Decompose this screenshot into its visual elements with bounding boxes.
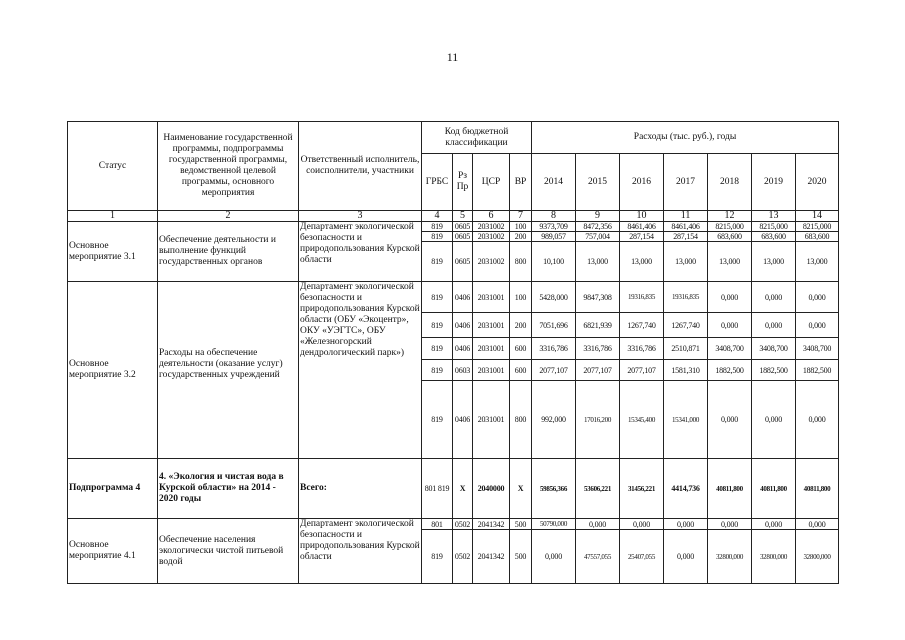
value-cell: 0,000 <box>532 530 576 584</box>
rz-cell: 0605 <box>453 222 473 232</box>
grbs-cell: 819 <box>422 232 453 242</box>
value-cell: 13,000 <box>576 242 620 282</box>
value-cell: 3408,700 <box>708 338 752 360</box>
column-number: 7 <box>510 211 532 222</box>
group-responsible: Департамент экологической безопасности и природопользования Курской области (ОБУ «Экоцентр», ОКУ «УЭГТС», ОБУ «Железногорский дендрологический парк») <box>299 282 422 459</box>
header-budget-code: Код бюджетной классификации <box>422 122 532 154</box>
value-cell: 287,154 <box>664 232 708 242</box>
group-name: Обеспечение населения экологически чистой питьевой водой <box>158 519 299 584</box>
table-row <box>68 222 839 232</box>
value-cell: 683,600 <box>752 232 796 242</box>
vr-cell: X <box>510 459 532 519</box>
value-cell: 0,000 <box>664 519 708 530</box>
rz-cell: 0603 <box>453 360 473 381</box>
vr-cell: 600 <box>510 360 532 381</box>
value-cell: 287,154 <box>620 232 664 242</box>
value-cell: 15341,000 <box>664 381 708 459</box>
grbs-cell: 819 <box>422 381 453 459</box>
value-cell: 9847,308 <box>576 282 620 313</box>
value-cell: 1882,500 <box>708 360 752 381</box>
header-csr: ЦСР <box>473 154 510 211</box>
group-responsible: Департамент экологической безопасности и природопользования Курской области <box>299 222 422 282</box>
column-number: 1 <box>68 211 158 222</box>
value-cell: 0,000 <box>664 530 708 584</box>
vr-cell: 500 <box>510 519 532 530</box>
value-cell: 47557,055 <box>576 530 620 584</box>
value-cell: 1882,500 <box>752 360 796 381</box>
vr-cell: 500 <box>510 530 532 584</box>
table-row <box>68 282 839 313</box>
group-responsible: Всего: <box>299 459 422 519</box>
csr-cell: 2031002 <box>473 222 510 232</box>
grbs-cell: 819 <box>422 360 453 381</box>
header-pr: Пр <box>456 182 469 192</box>
value-cell: 3408,700 <box>796 338 839 360</box>
column-numbers-row <box>68 211 839 222</box>
value-cell: 32800,000 <box>796 530 839 584</box>
value-cell: 40811,800 <box>708 459 752 519</box>
value-cell: 6821,939 <box>576 313 620 338</box>
rz-cell: 0502 <box>453 530 473 584</box>
value-cell: 683,600 <box>796 232 839 242</box>
csr-cell: 2031002 <box>473 232 510 242</box>
budget-table <box>67 121 839 584</box>
grbs-cell: 819 <box>422 530 453 584</box>
value-cell: 4414,736 <box>664 459 708 519</box>
value-cell: 0,000 <box>752 282 796 313</box>
grbs-cell: 819 <box>422 242 453 282</box>
group-status: Основное мероприятие 3.1 <box>68 222 158 282</box>
vr-cell: 800 <box>510 242 532 282</box>
value-cell: 7051,696 <box>532 313 576 338</box>
value-cell: 31456,221 <box>620 459 664 519</box>
vr-cell: 600 <box>510 338 532 360</box>
vr-cell: 200 <box>510 232 532 242</box>
value-cell: 0,000 <box>708 282 752 313</box>
column-number: 14 <box>796 211 839 222</box>
value-cell: 53606,221 <box>576 459 620 519</box>
value-cell: 10,100 <box>532 242 576 282</box>
vr-cell: 200 <box>510 313 532 338</box>
value-cell: 2077,107 <box>532 360 576 381</box>
header-name: Наименование государственной программы, подпрограммы государственной программы, ведомственной целевой программы, основного мероприятия <box>158 122 299 211</box>
rz-cell: X <box>453 459 473 519</box>
value-cell: 0,000 <box>796 313 839 338</box>
column-number: 13 <box>752 211 796 222</box>
rz-cell: 0406 <box>453 338 473 360</box>
csr-cell: 2041342 <box>473 519 510 530</box>
value-cell: 3408,700 <box>752 338 796 360</box>
value-cell: 2077,107 <box>576 360 620 381</box>
value-cell: 3316,786 <box>576 338 620 360</box>
value-cell: 1581,310 <box>664 360 708 381</box>
value-cell: 32800,000 <box>752 530 796 584</box>
group-name: Расходы на обеспечение деятельности (оказание услуг) государственных учреждений <box>158 282 299 459</box>
grbs-cell: 819 <box>422 313 453 338</box>
value-cell: 0,000 <box>708 381 752 459</box>
column-number: 12 <box>708 211 752 222</box>
group-status: Основное мероприятие 3.2 <box>68 282 158 459</box>
column-number: 11 <box>664 211 708 222</box>
value-cell: 0,000 <box>576 519 620 530</box>
value-cell: 0,000 <box>752 519 796 530</box>
rz-cell: 0502 <box>453 519 473 530</box>
value-cell: 9373,709 <box>532 222 576 232</box>
page-number: 11 <box>446 50 459 64</box>
value-cell: 683,600 <box>708 232 752 242</box>
value-cell: 2077,107 <box>620 360 664 381</box>
value-cell: 50790,000 <box>532 519 576 530</box>
vr-cell: 100 <box>510 282 532 313</box>
header-year: 2016 <box>620 154 664 211</box>
value-cell: 40811,800 <box>752 459 796 519</box>
value-cell: 0,000 <box>708 313 752 338</box>
group-status: Основное мероприятие 4.1 <box>68 519 158 584</box>
value-cell: 13,000 <box>620 242 664 282</box>
column-number: 4 <box>422 211 453 222</box>
value-cell: 13,000 <box>664 242 708 282</box>
column-number: 8 <box>532 211 576 222</box>
value-cell: 19316,835 <box>620 282 664 313</box>
group-responsible: Департамент экологической безопасности и природопользования Курской области <box>299 519 422 584</box>
table-row <box>68 519 839 530</box>
value-cell: 17016,200 <box>576 381 620 459</box>
header-year: 2014 <box>532 154 576 211</box>
value-cell: 1882,500 <box>796 360 839 381</box>
header-rz-pr <box>453 154 473 211</box>
header-status: Статус <box>68 122 158 211</box>
value-cell: 989,057 <box>532 232 576 242</box>
csr-cell: 2031001 <box>473 381 510 459</box>
rz-cell: 0406 <box>453 381 473 459</box>
header-year: 2018 <box>708 154 752 211</box>
csr-cell: 2031001 <box>473 313 510 338</box>
rz-cell: 0605 <box>453 242 473 282</box>
group-name: Обеспечение деятельности и выполнение функций государственных органов <box>158 222 299 282</box>
value-cell: 19316,835 <box>664 282 708 313</box>
value-cell: 13,000 <box>708 242 752 282</box>
grbs-cell: 819 <box>422 282 453 313</box>
header-expenses: Расходы (тыс. руб.), годы <box>532 122 839 154</box>
header-year: 2019 <box>752 154 796 211</box>
csr-cell: 2031001 <box>473 360 510 381</box>
value-cell: 992,000 <box>532 381 576 459</box>
value-cell: 15345,400 <box>620 381 664 459</box>
column-number: 5 <box>453 211 473 222</box>
csr-cell: 2041342 <box>473 530 510 584</box>
value-cell: 25407,055 <box>620 530 664 584</box>
value-cell: 3316,786 <box>620 338 664 360</box>
rz-cell: 0406 <box>453 313 473 338</box>
header-rz: Рз <box>457 171 468 181</box>
group-status: Подпрограмма 4 <box>68 459 158 519</box>
grbs-cell: 801 819 <box>422 459 453 519</box>
value-cell: 0,000 <box>752 381 796 459</box>
value-cell: 0,000 <box>796 519 839 530</box>
value-cell: 59856,366 <box>532 459 576 519</box>
table-row <box>68 459 839 519</box>
value-cell: 0,000 <box>708 519 752 530</box>
value-cell: 8461,406 <box>620 222 664 232</box>
value-cell: 13,000 <box>796 242 839 282</box>
column-number: 9 <box>576 211 620 222</box>
column-number: 6 <box>473 211 510 222</box>
column-number: 3 <box>299 211 422 222</box>
column-number: 2 <box>158 211 299 222</box>
csr-cell: 2040000 <box>473 459 510 519</box>
value-cell: 0,000 <box>620 519 664 530</box>
value-cell: 1267,740 <box>664 313 708 338</box>
data-body <box>68 222 839 584</box>
value-cell: 0,000 <box>796 282 839 313</box>
value-cell: 8461,406 <box>664 222 708 232</box>
value-cell: 8472,356 <box>576 222 620 232</box>
value-cell: 757,004 <box>576 232 620 242</box>
group-name: 4. «Экология и чистая вода в Курской области» на 2014 - 2020 годы <box>158 459 299 519</box>
value-cell: 13,000 <box>752 242 796 282</box>
header-year: 2017 <box>664 154 708 211</box>
csr-cell: 2031001 <box>473 338 510 360</box>
grbs-cell: 801 <box>422 519 453 530</box>
grbs-cell: 819 <box>422 338 453 360</box>
value-cell: 40811,800 <box>796 459 839 519</box>
value-cell: 8215,000 <box>796 222 839 232</box>
csr-cell: 2031002 <box>473 242 510 282</box>
value-cell: 2510,871 <box>664 338 708 360</box>
header-responsible: Ответственный исполнитель, соисполнители, участники <box>299 122 422 211</box>
header-grbs: ГРБС <box>422 154 453 211</box>
value-cell: 3316,786 <box>532 338 576 360</box>
value-cell: 32800,000 <box>708 530 752 584</box>
rz-cell: 0406 <box>453 282 473 313</box>
value-cell: 8215,000 <box>708 222 752 232</box>
csr-cell: 2031001 <box>473 282 510 313</box>
vr-cell: 100 <box>510 222 532 232</box>
value-cell: 8215,000 <box>752 222 796 232</box>
value-cell: 1267,740 <box>620 313 664 338</box>
value-cell: 5428,000 <box>532 282 576 313</box>
value-cell: 0,000 <box>796 381 839 459</box>
header-year: 2020 <box>796 154 839 211</box>
header-year: 2015 <box>576 154 620 211</box>
header-vr: ВР <box>510 154 532 211</box>
rz-cell: 0605 <box>453 232 473 242</box>
column-number: 10 <box>620 211 664 222</box>
vr-cell: 800 <box>510 381 532 459</box>
value-cell: 0,000 <box>752 313 796 338</box>
grbs-cell: 819 <box>422 222 453 232</box>
